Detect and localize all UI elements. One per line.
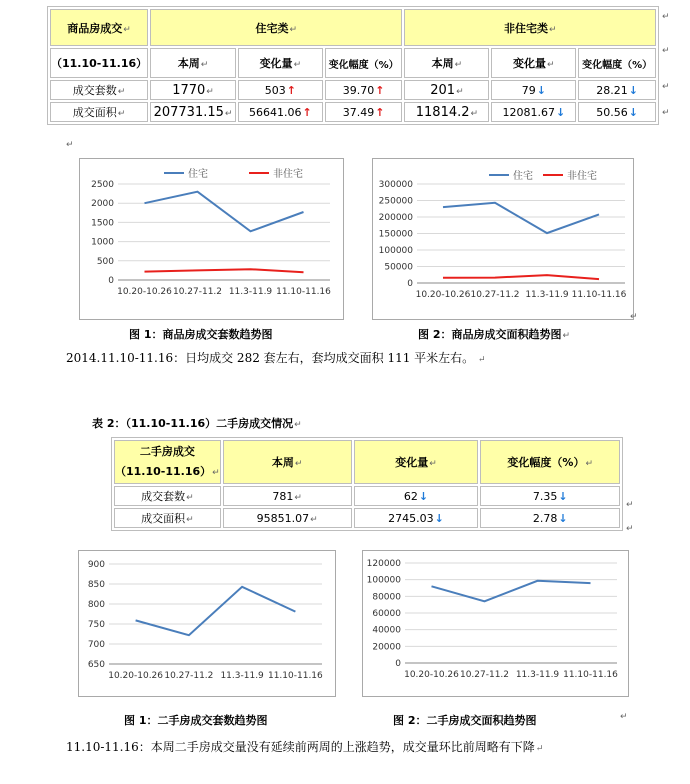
x-tick-label: 10.27-11.2 <box>164 671 214 681</box>
paragraph-mark: ↵ <box>626 524 634 534</box>
new-housing-table <box>47 6 659 125</box>
non-change-value: 12081.67↓ <box>491 102 576 122</box>
paragraph-new-summary: 2014.11.10-11.16：日均成交 282 套左右，套均成交面积 111 平米左右。 ↵ <box>66 351 486 365</box>
non-pct-value: 28.21↓ <box>578 80 656 100</box>
y-tick-label: 50000 <box>384 262 413 273</box>
y-tick-label: 120000 <box>366 559 401 569</box>
x-tick-label: 10.27-11.2 <box>470 290 520 300</box>
row-label: 成交面积↵ <box>50 102 148 122</box>
paragraph-mark: ↵ <box>662 108 670 118</box>
paragraph-mark: ↵ <box>630 312 638 322</box>
paragraph-mark: ↵ <box>662 46 670 56</box>
y-tick-label: 900 <box>87 560 105 570</box>
x-tick-label: 11.3-11.9 <box>220 671 264 681</box>
table1-period: （11.10-11.16） <box>50 48 148 78</box>
row-label: 成交面积↵ <box>114 508 221 528</box>
resale-week-value: 95851.07↵ <box>223 508 352 528</box>
table1-group-residential: 住宅类↵ <box>150 9 402 46</box>
y-tick-label: 1500 <box>91 218 114 229</box>
non-week-value: 201↵ <box>404 80 489 100</box>
table1-col-change: 变化量↵ <box>238 48 323 78</box>
non-change-value: 79↓ <box>491 80 576 100</box>
y-tick-label: 0 <box>407 279 413 289</box>
arrow-up-icon: ↑ <box>375 83 385 97</box>
x-tick-label: 11.10-11.16 <box>276 287 331 297</box>
y-tick-label: 650 <box>87 660 105 670</box>
resale-week-value: 781↵ <box>223 486 352 506</box>
row-label: 成交套数↵ <box>114 486 221 506</box>
y-tick-label: 200000 <box>378 213 413 223</box>
y-tick-label: 2500 <box>91 180 114 190</box>
x-tick-label: 10.20-10.26 <box>108 671 164 681</box>
chart-resale-units <box>78 550 336 697</box>
chart-new-area <box>372 158 634 320</box>
table1-col-pct-non: 变化幅度（%） <box>578 48 656 78</box>
table1-col-week-non: 本周↵ <box>404 48 489 78</box>
y-tick-label: 0 <box>395 659 401 669</box>
y-tick-label: 20000 <box>372 642 401 653</box>
y-tick-label: 1000 <box>91 237 114 248</box>
table1-header-label: 商品房成交↵ <box>50 9 148 46</box>
table1-group-nonresidential: 非住宅类↵ <box>404 9 656 46</box>
chart-resale-area <box>362 550 629 697</box>
x-tick-label: 10.20-10.26 <box>117 287 172 297</box>
paragraph-resale-summary: 11.10-11.16：本周二手房成交量没有延续前两周的上涨趋势，成交量环比前周略有下降↵ <box>66 740 544 754</box>
figure-caption: 图 1：商品房成交套数趋势图 <box>129 328 273 341</box>
y-tick-label: 850 <box>87 580 105 590</box>
table-row <box>50 102 656 122</box>
arrow-down-icon: ↓ <box>558 489 568 503</box>
res-week-value: 207731.15↵ <box>150 102 236 122</box>
x-tick-label: 11.3-11.9 <box>525 290 569 300</box>
series-line <box>145 269 304 272</box>
paragraph-mark: ↵ <box>662 82 670 92</box>
res-pct-value: 37.49↑ <box>325 102 403 122</box>
x-tick-label: 11.3-11.9 <box>228 287 273 297</box>
x-tick-label: 11.10-11.16 <box>563 670 618 680</box>
arrow-down-icon: ↓ <box>628 105 638 119</box>
legend-label: 住宅 <box>513 171 533 182</box>
non-pct-value: 50.56↓ <box>578 102 656 122</box>
table2-col-week: 本周↵ <box>223 440 352 484</box>
res-change-value: 503↑ <box>238 80 323 100</box>
resale-change-value: 2745.03↓ <box>354 508 479 528</box>
table2-header-label: 二手房成交 （11.10-11.16）↵ <box>114 440 221 484</box>
series-line <box>443 203 599 233</box>
table-row <box>114 508 620 528</box>
res-change-value: 56641.06↑ <box>238 102 323 122</box>
res-pct-value: 39.70↑ <box>325 80 403 100</box>
paragraph-mark: ↵ <box>662 12 670 22</box>
table-row <box>114 486 620 506</box>
y-tick-label: 100000 <box>378 246 413 256</box>
arrow-down-icon: ↓ <box>555 105 566 119</box>
figure-caption: 图 2：商品房成交面积趋势图↵ <box>418 328 571 341</box>
chart-new-units-svg <box>80 159 343 319</box>
figure-caption: 图 2：二手房成交面积趋势图 <box>393 714 537 727</box>
y-tick-label: 80000 <box>372 592 401 603</box>
arrow-down-icon: ↓ <box>536 83 546 97</box>
y-tick-label: 2000 <box>91 199 114 210</box>
resale-change-value: 62↓ <box>354 486 479 506</box>
non-week-value: 11814.2↵ <box>404 102 489 122</box>
y-tick-label: 800 <box>87 600 105 610</box>
legend-label: 非住宅 <box>567 171 597 182</box>
y-tick-label: 250000 <box>378 196 413 207</box>
y-tick-label: 500 <box>96 256 114 267</box>
chart-new-area-svg <box>373 159 633 319</box>
chart-resale-units-svg <box>79 551 335 696</box>
row-label: 成交套数↵ <box>50 80 148 100</box>
y-tick-label: 40000 <box>372 625 401 636</box>
res-week-value: 1770↵ <box>150 80 236 100</box>
x-tick-label: 10.27-11.2 <box>459 670 510 680</box>
y-tick-label: 150000 <box>378 229 413 240</box>
resale-housing-table <box>111 437 623 531</box>
resale-pct-value: 7.35↓ <box>480 486 620 506</box>
arrow-down-icon: ↓ <box>418 489 429 503</box>
arrow-up-icon: ↑ <box>286 83 296 97</box>
x-tick-label: 11.3-11.9 <box>515 670 560 680</box>
y-tick-label: 60000 <box>372 609 401 619</box>
series-line <box>145 192 304 232</box>
y-tick-label: 0 <box>108 276 114 286</box>
legend-label: 住宅 <box>188 169 208 180</box>
table-row <box>50 80 656 100</box>
table1-col-week: 本周↵ <box>150 48 236 78</box>
y-tick-label: 300000 <box>378 180 413 190</box>
arrow-down-icon: ↓ <box>558 511 568 525</box>
x-tick-label: 11.10-11.16 <box>571 290 627 300</box>
chart-resale-area-svg <box>363 551 628 696</box>
arrow-down-icon: ↓ <box>628 83 638 97</box>
arrow-up-icon: ↑ <box>302 105 312 119</box>
resale-pct-value: 2.78↓ <box>480 508 620 528</box>
table2-col-pct: 变化幅度（%）↵ <box>480 440 620 484</box>
y-tick-label: 100000 <box>366 575 401 586</box>
paragraph-mark: ↵ <box>626 500 634 510</box>
table1-col-pct: 变化幅度（%） <box>325 48 403 78</box>
x-tick-label: 10.20-10.26 <box>415 290 471 300</box>
series-line <box>432 581 591 602</box>
x-tick-label: 10.27-11.2 <box>172 287 223 297</box>
x-tick-label: 10.20-10.26 <box>404 670 459 680</box>
series-line <box>136 587 296 635</box>
table1-col-change-non: 变化量↵ <box>491 48 576 78</box>
table2-title: 表 2：（11.10-11.16）二手房成交情况↵ <box>92 417 302 430</box>
chart-new-units <box>79 158 344 320</box>
legend-label: 非住宅 <box>273 169 303 180</box>
y-tick-label: 750 <box>87 620 105 630</box>
table2-col-change: 变化量↵ <box>354 440 479 484</box>
series-line <box>443 275 599 279</box>
x-tick-label: 11.10-11.16 <box>267 671 323 681</box>
paragraph-mark: ↵ <box>66 140 74 150</box>
figure-caption: 图 1：二手房成交套数趋势图 <box>124 714 268 727</box>
arrow-up-icon: ↑ <box>375 105 385 119</box>
paragraph-mark: ↵ <box>620 712 628 722</box>
y-tick-label: 700 <box>87 640 105 650</box>
arrow-down-icon: ↓ <box>434 511 444 525</box>
